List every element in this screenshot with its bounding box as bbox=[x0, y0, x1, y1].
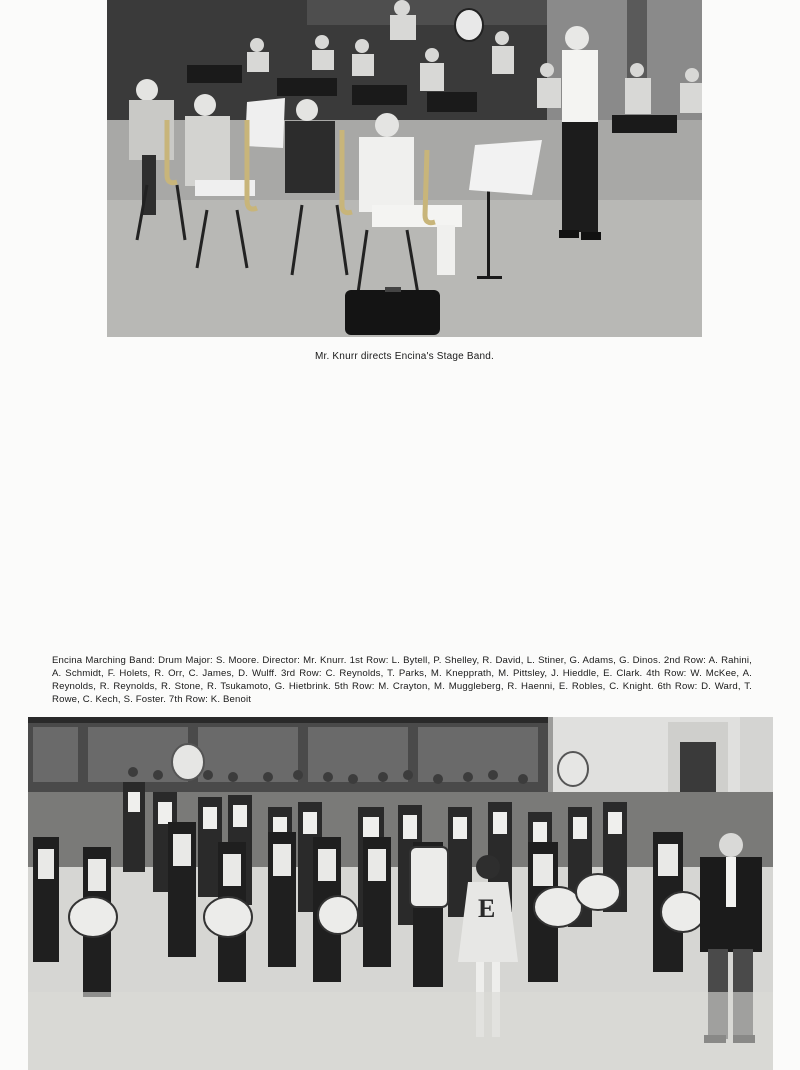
stage-band-illustration bbox=[107, 0, 702, 337]
marching-band-photo bbox=[28, 717, 773, 1070]
marching-band-caption: Encina Marching Band: Drum Major: S. Moore. Director: Mr. Knurr. 1st Row: L. Bytell, P. Shelley, R. David, L. Stiner, G. Adams, G. Dinos. 2nd Row: A. Rahini, A. Schmidt, F. Holets, R. Orr, C. James, D. Wulff. 3rd Row: C. Reynolds, T. Parks, M. Knepprath, M. Pittsley, J. Hieddle, E. Clark. 4th Row: W. McKee, A. Reynolds, R. Reynolds, R. Stone, R. Tsukamoto, G. Hietbrink. 5th Row: M. Crayton, M. Muggleberg, R. Haenni, E. Robles, C. Knight. 6th Row: D. Ward, T. Rowe, C. Kech, S. Foster. 7th Row: K. Benoit bbox=[52, 655, 752, 705]
drum-major-letter: E bbox=[478, 894, 496, 923]
stage-band-photo bbox=[107, 0, 702, 337]
stage-band-caption: Mr. Knurr directs Encina's Stage Band. bbox=[314, 351, 495, 362]
marching-band-illustration bbox=[28, 717, 773, 1070]
